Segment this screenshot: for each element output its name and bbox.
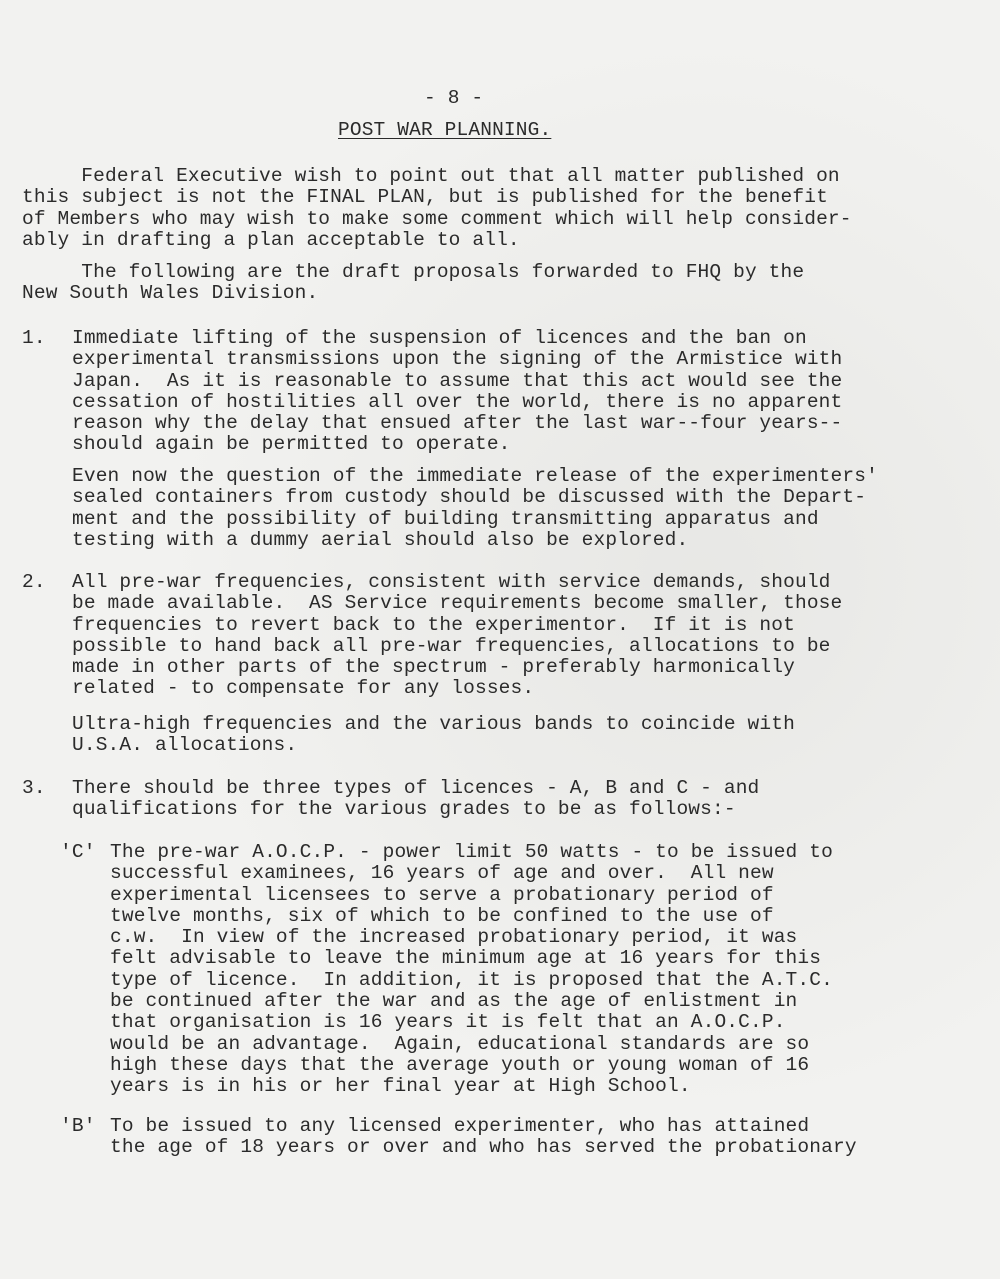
item-number: 3. [22, 777, 46, 799]
intro-paragraph: Federal Executive wish to point out that all matter published on this subject is not the FINAL PLAN, but is published for the benefit of Members who may wish to make some comment which will help consider- ably in drafting a plan acceptable to all. [22, 165, 852, 251]
page-number: - 8 - [424, 87, 484, 109]
grade-description: To be issued to any licensed experimenter, who has attained the age of 18 years or over and who has served the probationary [110, 1115, 857, 1159]
grade-label: 'B' [60, 1115, 96, 1137]
item-paragraph: Immediate lifting of the suspension of licences and the ban on experimental transmissions upon the signing of the Armistice with Japan. As it is reasonable to assume that this act would see the cessation of hostilities all over the world, there is no apparent reason why the delay that ensued after the last war--four years-- should again be permitted to operate. [72, 327, 843, 456]
item-paragraph: All pre-war frequencies, consistent with service demands, should be made available. AS Service requirements become smaller, those frequencies to revert back to the experimentor. If it is not possible to hand back all pre-war frequencies, allocations to be made in other parts of the spectrum - preferably harmonically related - to compensate for any losses. [72, 571, 843, 700]
item-number: 1. [22, 327, 46, 349]
item-paragraph: There should be three types of licences - A, B and C - and qualifications for the various grades to be as follows:- [72, 777, 760, 821]
item-paragraph: Even now the question of the immediate release of the experimenters' sealed containers from custody should be discussed with the Depart- ment and the possibility of building transmitting apparatus and testing with a dummy aerial should also be explored. [72, 465, 878, 551]
item-number: 2. [22, 571, 46, 593]
item-paragraph: Ultra-high frequencies and the various bands to coincide with U.S.A. allocations. [72, 713, 795, 757]
grade-description: The pre-war A.O.C.P. - power limit 50 watts - to be issued to successful examinees, 16 years of age and over. All new experimental licensees to serve a probationary period of twelve months, six of which to be confined to the use of c.w. In view of the increased probationary period, it was felt advisable to leave the minimum age at 16 years for this type of licence. In addition, it is proposed that the A.T.C. be continued after the war and as the age of enlistment in that organisation is 16 years it is felt that an A.O.C.P. would be an advantage. Again, educational standards are so high these days that the average youth or young woman of 16 years is in his or her final year at High School. [110, 841, 833, 1098]
page-title: POST WAR PLANNING. [338, 119, 552, 141]
grade-label: 'C' [60, 841, 96, 863]
intro-paragraph: The following are the draft proposals forwarded to FHQ by the New South Wales Division. [22, 261, 805, 305]
